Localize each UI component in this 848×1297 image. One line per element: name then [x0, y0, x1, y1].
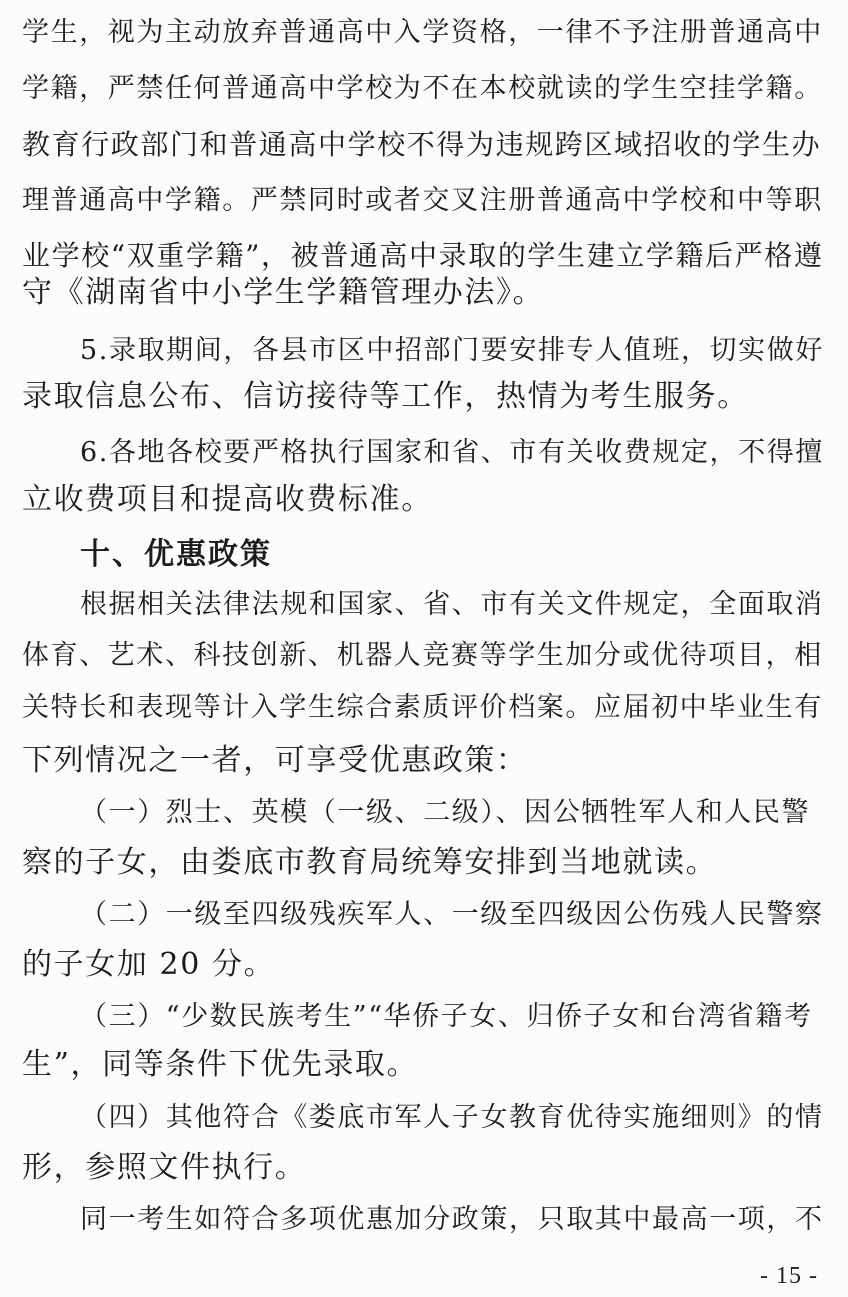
text-line: 关特长和表现等计入学生综合素质评价档案。应届初中毕业生有 — [22, 692, 823, 723]
item-3-line-1: （三）“少数民族考生”“华侨子女、归侨子女和台湾省籍考 — [80, 1001, 813, 1032]
text-line: 体育、艺术、科技创新、机器人竞赛等学生加分或优待项目，相 — [22, 640, 823, 671]
page-number: - 15 - — [760, 1263, 818, 1289]
paragraph-6-line-1: 6.各地各校要严格执行国家和省、市有关收费规定，不得擅 — [80, 437, 824, 468]
text-line: 学籍，严禁任何普通高中学校为不在本校就读的学生空挂学籍。 — [22, 73, 823, 104]
paragraph-line: 根据相关法律法规和国家、省、市有关文件规定，全面取消 — [80, 589, 824, 620]
text-line: 业学校“双重学籍”，被普通高中录取的学生建立学籍后严格遵 — [22, 239, 824, 272]
text-line: 学生，视为主动放弃普通高中入学资格，一律不予注册普通高中 — [22, 17, 823, 48]
text-line: 录取信息公布、信访接待等工作，热情为考生服务。 — [22, 379, 749, 414]
text-line: 守《湖南省中小学生学籍管理办法》。 — [22, 275, 545, 310]
item-2-line-1: （二）一级至四级残疾军人、一级至四级因公伤残人民警察 — [80, 899, 824, 930]
text-line: 生”，同等条件下优先录取。 — [22, 1047, 419, 1082]
text-line: 理普通高中学籍。严禁同时或者交叉注册普通高中学校和中等职 — [22, 185, 823, 216]
item-4-line-1: （四）其他符合《娄底市军人子女教育优待实施细则》的情 — [80, 1102, 824, 1133]
paragraph-5-line-1: 5.录取期间，各县市区中招部门要安排专人值班，切实做好 — [80, 335, 824, 366]
text-line: 的子女加 20 分。 — [22, 947, 276, 982]
section-heading: 十、优惠政策 — [80, 537, 272, 572]
text-line: 下列情况之一者，可享受优惠政策： — [22, 743, 528, 778]
paragraph-line: 同一考生如符合多项优惠加分政策，只取其中最高一项，不 — [80, 1204, 824, 1235]
text-line: 察的子女，由娄底市教育局统筹安排到当地就读。 — [22, 845, 718, 880]
item-1-line-1: （一）烈士、英模（一级、二级）、因公牺牲军人和人民警 — [80, 797, 811, 828]
text-line: 教育行政部门和普通高中学校不得为违规跨区域招收的学生办 — [22, 128, 822, 161]
text-line: 立收费项目和提高收费标准。 — [22, 482, 433, 517]
text-line: 形，参照文件执行。 — [22, 1150, 307, 1185]
